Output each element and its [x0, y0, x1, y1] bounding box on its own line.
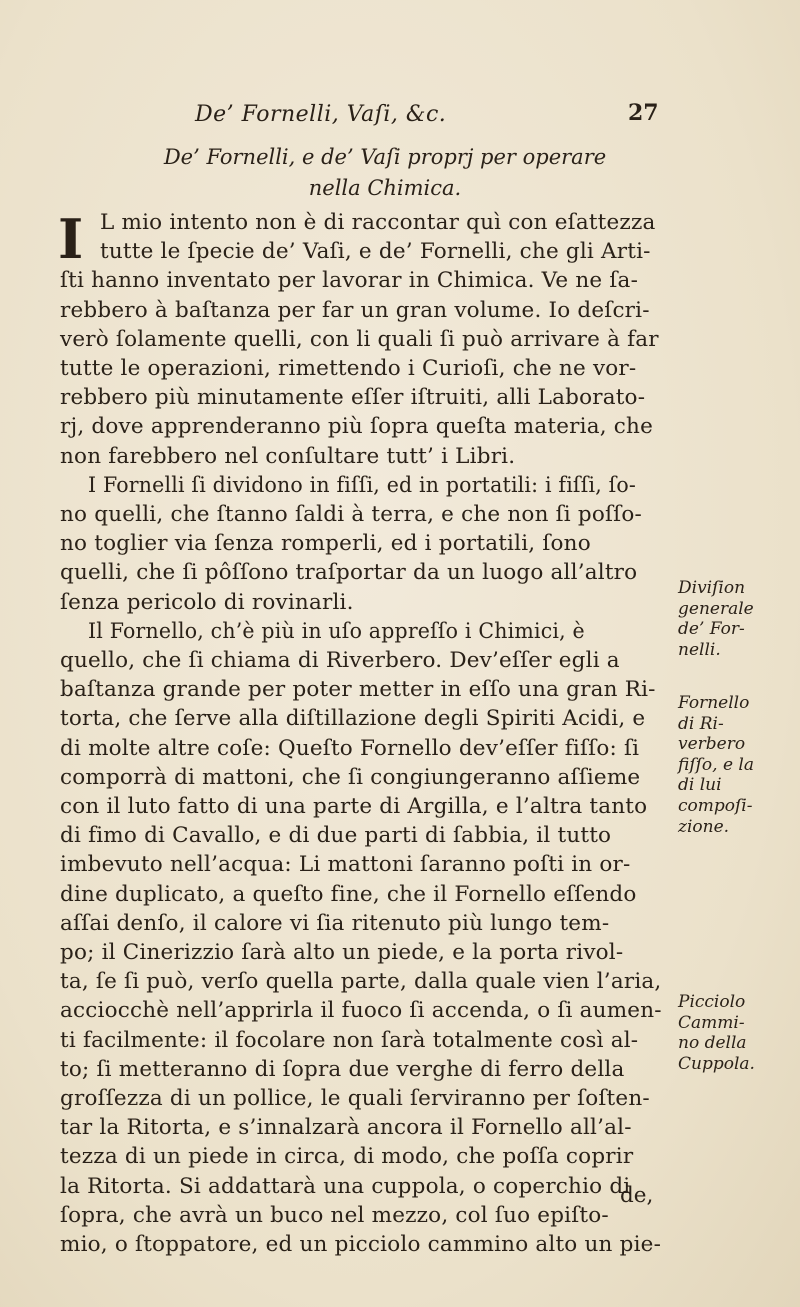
page-number: 27: [628, 100, 659, 126]
text-line: imbevuto nell’acqua: Li mattoni ſaranno poſti in or-: [60, 852, 631, 878]
drop-capital: I: [58, 207, 84, 271]
text-line: I Fornelli ſi dividono in fiſſi, ed in portatili: i fiſſi, ſo-: [88, 472, 637, 498]
margin-note-line: Cammi-: [678, 1012, 745, 1033]
text-line: tutte le operazioni, rimettendo i Curioſi, che ne vor-: [60, 356, 637, 381]
margin-note-line: de’ For-: [678, 619, 745, 640]
text-line: di fimo di Cavallo, e di due parti di ſabbia, il tutto: [60, 823, 612, 849]
text-line: tezza di un piede in circa, di modo, che poſſa coprir: [60, 1144, 634, 1170]
text-line: di molte altre coſe: Queſto Fornello dev’eſſer fiſſo: ſi: [60, 735, 640, 761]
text-line: aſſai denſo, il calore vi ſia ritenuto più lungo tem-: [60, 910, 610, 936]
text-line: rebbero à baſtanza per far un gran volume. Io deſcri-: [60, 297, 650, 323]
margin-note-line: generale: [678, 598, 754, 619]
text-line: con il luto fatto di una parte di Argilla, e l’altra tanto: [60, 794, 648, 819]
margin-note-line: di lui: [678, 775, 722, 796]
margin-note-line: compoſi-: [678, 795, 753, 816]
margin-note-line: Diviſion: [678, 578, 746, 598]
text-line: groſſezza di un pollice, le quali ſerviranno per ſoſten-: [60, 1086, 650, 1111]
text-line: L mio intento non è di raccontar quì con eſattezza: [100, 210, 656, 235]
margin-note-line: Fornello: [678, 693, 750, 713]
section-title: [95, 142, 675, 204]
margin-note-line: Picciolo: [678, 992, 746, 1012]
section-title-line-2: nella Chimica.: [308, 176, 462, 200]
text-line: acciocchè nell’apprirla il fuoco ſi accenda, o ſi aumen-: [60, 998, 662, 1024]
text-line: rj, dove apprenderanno più ſopra queſta materia, che: [60, 414, 653, 440]
margin-note-line: no della: [678, 1033, 747, 1054]
margin-note-line: zione.: [678, 816, 730, 837]
margin-note-divisione: [678, 578, 788, 660]
catchword: de,: [620, 1183, 654, 1208]
text-line: mio, o ſtoppatore, ed un picciolo cammino alto un pie-: [60, 1232, 662, 1257]
text-line: tar la Ritorta, e s’innalzarà ancora il Fornello all’al-: [60, 1115, 632, 1141]
text-line: Il Fornello, ch’è più in uſo appreſſo i Chimici, è: [88, 618, 585, 644]
text-line: non farebbero nel conſultare tutt’ i Libri.: [60, 443, 516, 469]
text-line: torta, che ſerve alla diſtillazione degli Spiriti Acidi, e: [60, 706, 646, 732]
margin-note-line: verbero: [678, 734, 746, 755]
text-line: rebbero più minutamente eſſer iſtruiti, alli Laborato-: [60, 385, 646, 411]
text-line: ta, ſe ſi può, verſo quella parte, dalla quale vien l’aria,: [60, 969, 662, 995]
text-line: dine duplicato, a queſto fine, che il Fornello eſſendo: [60, 881, 637, 907]
text-line: verò ſolamente quelli, con li quali ſi può arrivare à far: [60, 326, 659, 352]
text-line: po; il Cinerizzio ſarà alto un piede, e la porta rivol-: [60, 940, 624, 965]
text-line: baſtanza grande per poter metter in eſſo una gran Ri-: [60, 677, 656, 703]
text-line: no toglier via ſenza romperli, ed i portatili, ſono: [60, 531, 591, 557]
text-line: comporrà di mattoni, che ſi congiungeranno aſſieme: [60, 764, 641, 790]
margin-note-fornello: [678, 693, 788, 837]
text-line: ti facilmente: il focolare non ſarà totalmente così al-: [60, 1027, 639, 1053]
text-line: ſopra, che avrà un buco nel mezzo, col ſuo epiſto-: [60, 1202, 609, 1228]
text-line: quello, che ſi chiama di Riverbero. Dev’eſſer egli a: [60, 648, 620, 673]
text-line: la Ritorta. Si addattarà una cuppola, o coperchio di: [60, 1173, 631, 1199]
margin-note-camino: [678, 992, 788, 1074]
running-header-title: De’ Fornelli, Vaſi, &c.: [195, 102, 447, 127]
text-line: ſti hanno inventato per lavorar in Chimica. Ve ne ſa-: [60, 268, 639, 294]
margin-note-line: fiſſo, e la: [678, 754, 755, 775]
margin-note-line: Cuppola.: [678, 1053, 755, 1074]
text-line: tutte le ſpecie de’ Vaſi, e de’ Fornelli, che gli Arti-: [100, 239, 651, 265]
text-line: to; ſi metteranno di ſopra due verghe di ferro della: [60, 1056, 625, 1082]
margin-note-line: nelli.: [678, 639, 721, 660]
margin-note-line: di Ri-: [678, 713, 724, 734]
text-line: ſenza pericolo di rovinarli.: [60, 589, 354, 615]
text-line: quelli, che ſi pôſſono traſportar da un luogo all’altro: [60, 560, 638, 586]
section-title-line-1: De’ Fornelli, e de’ Vaſi proprj per operare: [163, 145, 607, 169]
text-line: no quelli, che ſtanno ſaldi à terra, e che non ſi poſſo-: [60, 502, 642, 527]
